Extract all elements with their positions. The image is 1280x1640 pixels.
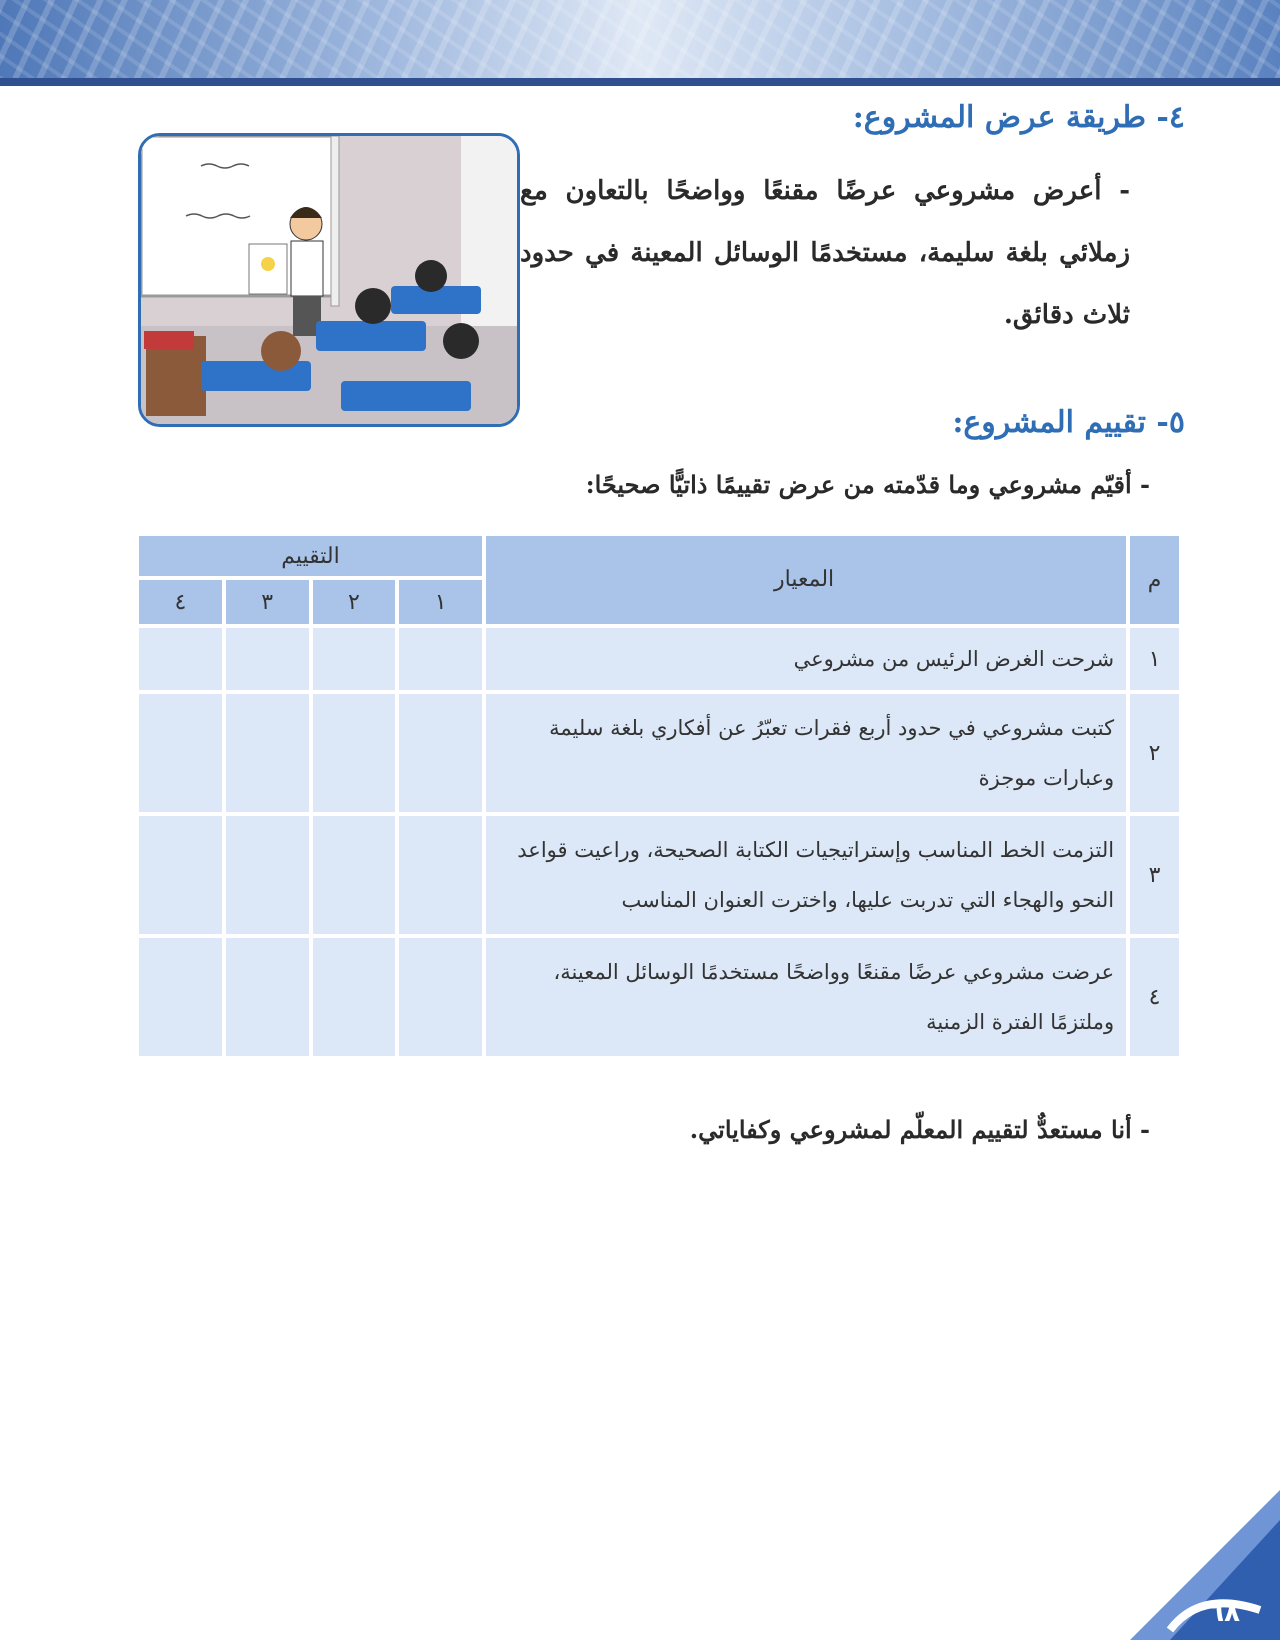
rating-3-header: ٣ — [226, 580, 309, 624]
table-header-row — [139, 536, 1179, 576]
col-header-rating: التقييم — [139, 536, 482, 576]
row-criterion: كتبت مشروعي في حدود أربع فقرات تعبّرُ عن أفكاري بلغة سليمة وعبارات موجزة — [486, 694, 1126, 812]
rating-cell-4[interactable] — [139, 938, 222, 1056]
rating-cell-3[interactable] — [226, 694, 309, 812]
page-corner-decoration — [1100, 1490, 1280, 1640]
row-number: ٣ — [1130, 816, 1179, 934]
table-row — [139, 938, 1179, 1056]
row-number: ١ — [1130, 628, 1179, 690]
rating-cell-2[interactable] — [313, 694, 396, 812]
rating-cell-1[interactable] — [399, 938, 482, 1056]
classroom-illustration — [138, 133, 520, 427]
decorative-banner — [0, 0, 1280, 80]
classroom-presentation-image — [141, 136, 517, 424]
rating-cell-3[interactable] — [226, 628, 309, 690]
section-5-heading: ٥- تقييم المشروع: — [952, 405, 1185, 440]
rating-cell-3[interactable] — [226, 938, 309, 1056]
rating-cell-1[interactable] — [399, 694, 482, 812]
rating-2-header: ٢ — [313, 580, 396, 624]
rating-cell-2[interactable] — [313, 816, 396, 934]
self-assessment-table — [135, 532, 1183, 1060]
evaluation-intro: - أقيّم مشروعي وما قدّمته من عرض تقييمًا ذاتيًّا صحيحًا: — [585, 470, 1150, 499]
closing-statement: - أنا مستعدٌّ لتقييم المعلّم لمشروعي وكفاياتي. — [689, 1115, 1150, 1144]
section-4-heading: ٤- طريقة عرض المشروع: — [852, 100, 1185, 135]
rating-cell-2[interactable] — [313, 628, 396, 690]
col-header-number: م — [1130, 536, 1179, 624]
row-criterion: التزمت الخط المناسب وإستراتيجيات الكتابة الصحيحة، وراعيت قواعد النحو والهجاء التي تدربت عليها، واخترت العنوان المناسب — [486, 816, 1126, 934]
rating-cell-3[interactable] — [226, 816, 309, 934]
row-criterion: عرضت مشروعي عرضًا مقنعًا وواضحًا مستخدمًا الوسائل المعينة، وملتزمًا الفترة الزمنية — [486, 938, 1126, 1056]
section-4-paragraph: - أعرض مشروعي عرضًا مقنعًا وواضحًا بالتعاون مع زملائي بلغة سليمة، مستخدمًا الوسائل المعينة في حدود ثلاث دقائق. — [520, 176, 1130, 330]
banner-divider — [0, 78, 1280, 86]
row-criterion: شرحت الغرض الرئيس من مشروعي — [486, 628, 1126, 690]
rating-cell-4[interactable] — [139, 628, 222, 690]
rating-cell-2[interactable] — [313, 938, 396, 1056]
table-row — [139, 816, 1179, 934]
page-number: ٦٨ — [1208, 1598, 1240, 1628]
table-row — [139, 628, 1179, 690]
rating-cell-4[interactable] — [139, 816, 222, 934]
rating-cell-1[interactable] — [399, 628, 482, 690]
row-number: ٢ — [1130, 694, 1179, 812]
table-row — [139, 694, 1179, 812]
row-number: ٤ — [1130, 938, 1179, 1056]
rating-4-header: ٤ — [139, 580, 222, 624]
rating-cell-4[interactable] — [139, 694, 222, 812]
col-header-criterion: المعيار — [486, 536, 1126, 624]
rating-1-header: ١ — [399, 580, 482, 624]
rating-cell-1[interactable] — [399, 816, 482, 934]
